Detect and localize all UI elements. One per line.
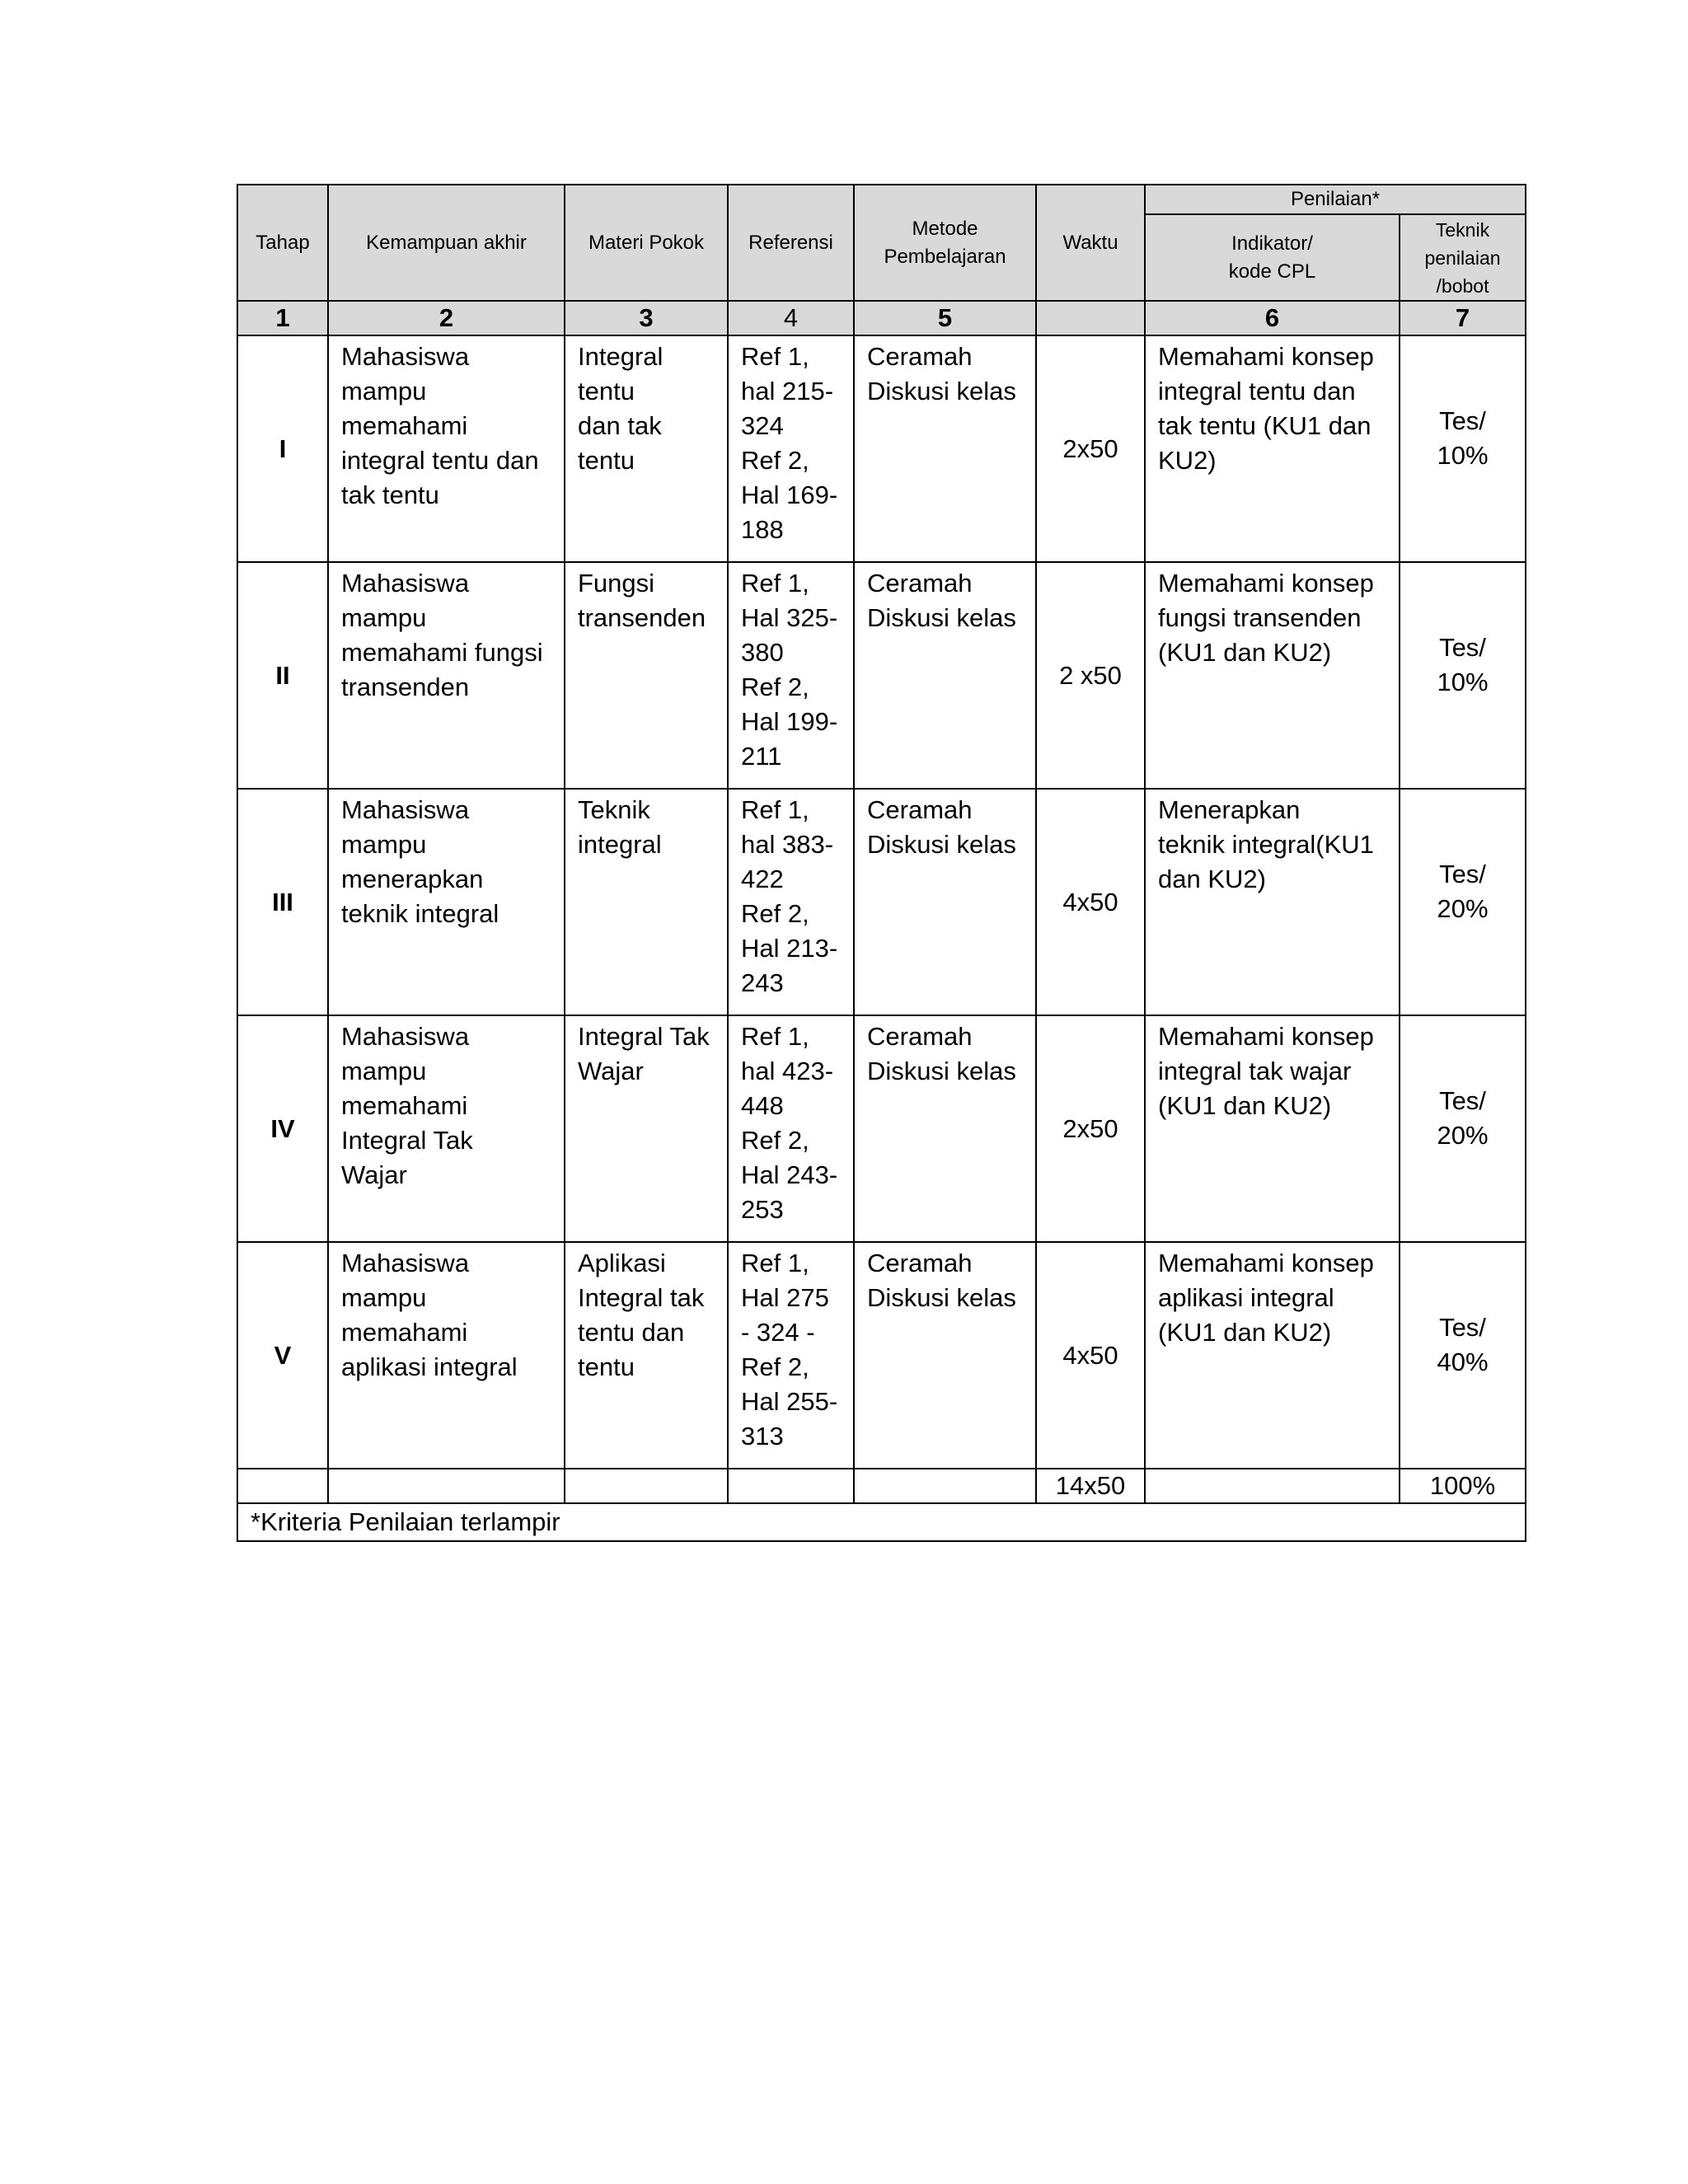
cell-kemampuan: Mahasiswa mampu memahami integral tentu dan tak tentu [328,335,565,562]
cell-waktu: 4x50 [1036,1242,1145,1469]
total-bobot: 100% [1400,1469,1526,1503]
empty-cell [237,1469,328,1503]
cell-teknik: Tes/ 20% [1400,789,1526,1015]
header-materi-pokok: Materi Pokok [565,185,728,301]
cell-materi: Aplikasi Integral tak tentu dan tentu [565,1242,728,1469]
header-tahap: Tahap [237,185,328,301]
cell-tahap: III [237,789,328,1015]
cell-materi: Integral Tak Wajar [565,1015,728,1242]
header-penilaian: Penilaian* [1145,185,1526,214]
cell-indikator: Memahami konsep integral tak wajar (KU1 dan KU2) [1145,1015,1400,1242]
cell-waktu: 2 x50 [1036,562,1145,789]
rps-table [237,184,1526,1542]
total-waktu: 14x50 [1036,1469,1145,1503]
column-number: 6 [1145,301,1400,335]
cell-referensi: Ref 1, hal 383- 422 Ref 2, Hal 213- 243 [728,789,854,1015]
cell-materi: Teknik integral [565,789,728,1015]
header-kemampuan-akhir: Kemampuan akhir [328,185,565,301]
cell-materi: Fungsi transenden [565,562,728,789]
column-number: 4 [728,301,854,335]
column-number: 3 [565,301,728,335]
cell-kemampuan: Mahasiswa mampu memahami fungsi transenden [328,562,565,789]
empty-cell [565,1469,728,1503]
header-indikator: Indikator/ kode CPL [1145,214,1400,301]
cell-teknik: Tes/ 10% [1400,335,1526,562]
cell-teknik: Tes/ 10% [1400,562,1526,789]
cell-tahap: I [237,335,328,562]
column-number-row [237,301,1526,335]
cell-tahap: IV [237,1015,328,1242]
cell-teknik: Tes/ 40% [1400,1242,1526,1469]
cell-kemampuan: Mahasiswa mampu menerapkan teknik integral [328,789,565,1015]
cell-kemampuan: Mahasiswa mampu memahami aplikasi integral [328,1242,565,1469]
cell-waktu: 2x50 [1036,335,1145,562]
table-row [237,1015,1526,1242]
empty-cell [854,1469,1036,1503]
table-row [237,789,1526,1015]
empty-cell [728,1469,854,1503]
empty-cell [1145,1469,1400,1503]
totals-row [237,1469,1526,1503]
column-number [1036,301,1145,335]
cell-waktu: 2x50 [1036,1015,1145,1242]
table-row [237,335,1526,562]
cell-metode: Ceramah Diskusi kelas [854,1242,1036,1469]
column-number: 2 [328,301,565,335]
cell-referensi: Ref 1, hal 423- 448 Ref 2, Hal 243- 253 [728,1015,854,1242]
cell-indikator: Menerapkan teknik integral(KU1 dan KU2) [1145,789,1400,1015]
cell-metode: Ceramah Diskusi kelas [854,335,1036,562]
cell-waktu: 4x50 [1036,789,1145,1015]
cell-tahap: II [237,562,328,789]
column-number: 7 [1400,301,1526,335]
cell-indikator: Memahami konsep fungsi transenden (KU1 dan KU2) [1145,562,1400,789]
table-row [237,562,1526,789]
header-referensi: Referensi [728,185,854,301]
cell-metode: Ceramah Diskusi kelas [854,562,1036,789]
footnote-row [237,1503,1526,1541]
cell-metode: Ceramah Diskusi kelas [854,1015,1036,1242]
table-row [237,1242,1526,1469]
empty-cell [328,1469,565,1503]
header-teknik-penilaian: Teknik penilaian /bobot [1400,214,1526,301]
cell-referensi: Ref 1, Hal 275 - 324 - Ref 2, Hal 255- 313 [728,1242,854,1469]
cell-indikator: Memahami konsep aplikasi integral (KU1 dan KU2) [1145,1242,1400,1469]
header-waktu: Waktu [1036,185,1145,301]
cell-referensi: Ref 1, Hal 325- 380 Ref 2, Hal 199- 211 [728,562,854,789]
footnote: *Kriteria Penilaian terlampir [237,1503,1526,1541]
column-number: 1 [237,301,328,335]
cell-tahap: V [237,1242,328,1469]
cell-teknik: Tes/ 20% [1400,1015,1526,1242]
cell-referensi: Ref 1, hal 215- 324 Ref 2, Hal 169- 188 [728,335,854,562]
cell-materi: Integral tentu dan tak tentu [565,335,728,562]
cell-metode: Ceramah Diskusi kelas [854,789,1036,1015]
column-number: 5 [854,301,1036,335]
header-metode-pembelajaran: Metode Pembelajaran [854,185,1036,301]
cell-kemampuan: Mahasiswa mampu memahami Integral Tak Wajar [328,1015,565,1242]
cell-indikator: Memahami konsep integral tentu dan tak tentu (KU1 dan KU2) [1145,335,1400,562]
